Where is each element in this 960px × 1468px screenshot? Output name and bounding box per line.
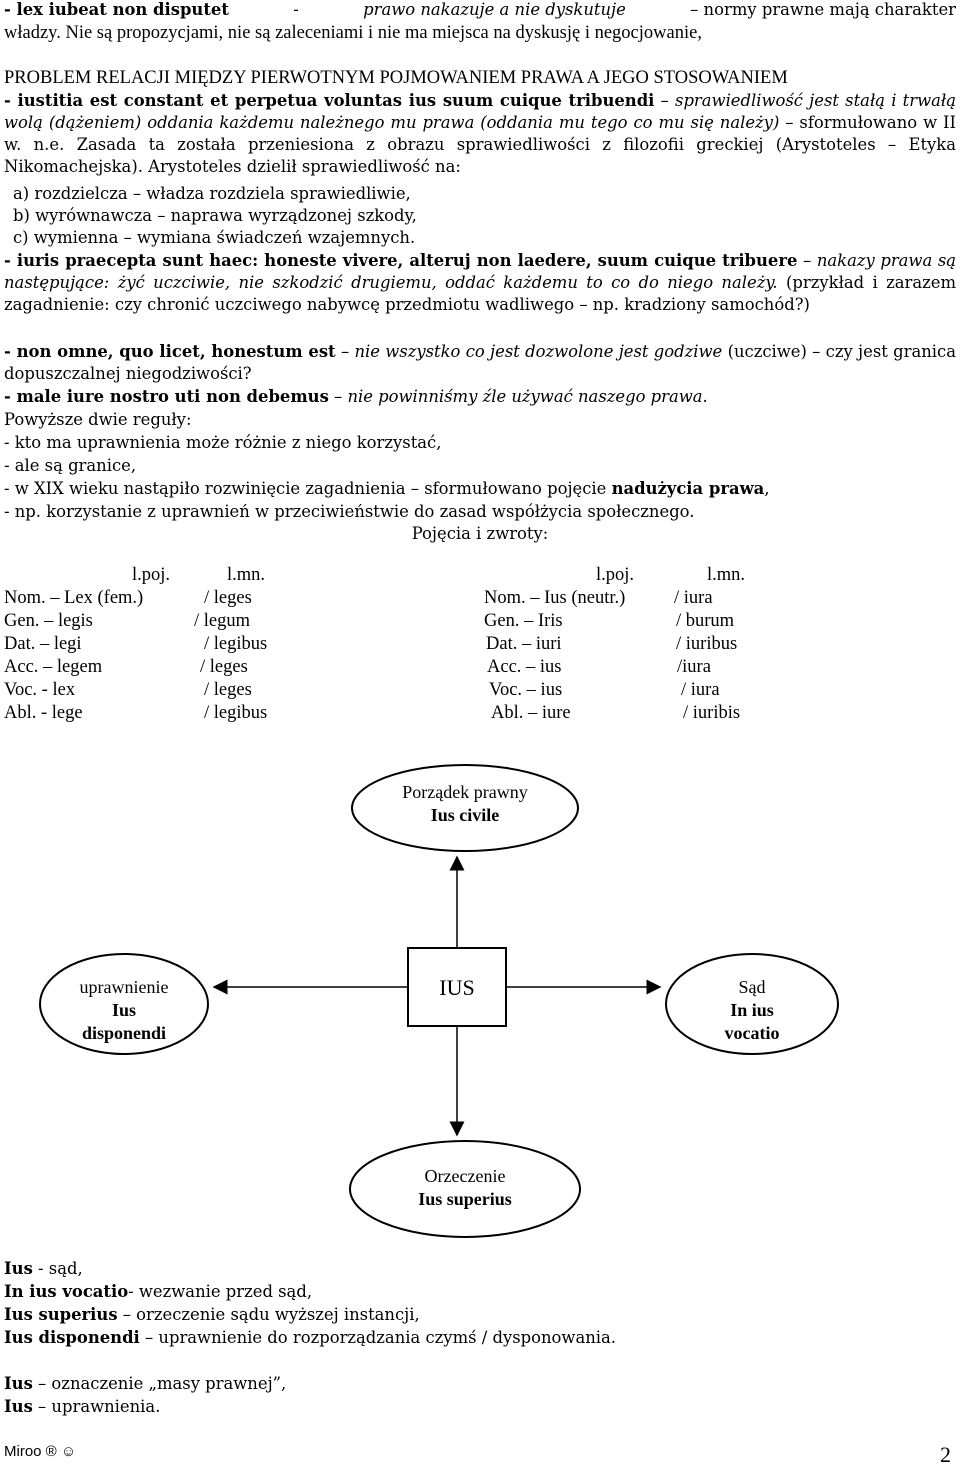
glossary-term: In ius vocatio <box>4 1282 129 1301</box>
lex-case-abl: Abl. - lege <box>4 703 83 723</box>
meaning-definition: – oznaczenie „masy prawnej”, <box>38 1374 287 1393</box>
ius-case-acc: Acc. – ius <box>487 657 562 677</box>
glossary-item-2 <box>4 1281 312 1303</box>
justice-type-c: c) wymienna – wymiana świadczeń wzajemnych. <box>13 228 416 247</box>
node-right-line3: vocatio <box>724 1023 780 1043</box>
maxim-iustitia-translation: – sprawiedliwość jest stałą i trwałą wolą (dążeniem) oddania każdemu należnego mu prawa (oddania mu tego co mu się należy) <box>4 91 956 132</box>
node-top-line1: Porządek prawny <box>402 782 528 802</box>
ius-plural-nom: / iura <box>674 588 713 608</box>
maxim-male-iure-translation: – nie powinniśmy źle używać naszego prawa. <box>334 387 708 406</box>
lex-plural-nom: / leges <box>204 588 252 608</box>
node-left-line3: disponendi <box>81 1023 167 1043</box>
section-title: PROBLEM RELACJI MIĘDZY PIERWOTNYM POJMOWANIEM PRAWA A JEGO STOSOWANIEM <box>4 68 788 88</box>
meaning-term: Ius <box>4 1397 33 1416</box>
intro-line-2: władzy. Nie są propozycjami, nie są zaleceniami i nie ma miejsca na dyskusję i negocjowanie, <box>4 23 702 43</box>
intro-dash: - <box>293 0 299 19</box>
lex-case-voc: Voc. - lex <box>4 680 76 700</box>
node-left-line2: Ius <box>111 1000 137 1020</box>
glossary-item-1 <box>4 1258 83 1280</box>
rule-item-2: - ale są granice, <box>4 456 137 475</box>
glossary-term: Ius superius <box>4 1305 118 1324</box>
rule-3-comma: , <box>764 479 770 498</box>
lex-plural-abl: / legibus <box>204 703 268 723</box>
iustitia-commentary: – sformułowano w II w. n.e. Zasada ta została przeniesiona z obrazu sprawiedliwości z filozofii greckiej (Arystoteles – Etyka Nikomachejska). Arystoteles dzielił sprawiedliwość na: <box>4 113 956 176</box>
glossary-definition: – uprawnienie do rozporządzania czymś / dysponowania. <box>145 1328 616 1347</box>
ius-case-dat: Dat. – iuri <box>486 634 562 654</box>
rules-intro: Powyższe dwie reguły: <box>4 410 192 429</box>
justice-type-a: a) rozdzielcza – władza rozdziela sprawiedliwie, <box>13 184 411 203</box>
rule-3-text: - w XIX wieku nastąpiło rozwinięcie zagadnienia – sformułowano pojęcie <box>4 479 607 498</box>
justice-type-b: b) wyrównawcza – naprawa wyrządzonej szkody, <box>13 206 417 225</box>
lex-plural-acc: / leges <box>200 657 248 677</box>
footer-author: Miroo ® ☺ <box>4 1443 77 1460</box>
ius-case-nom: Nom. – Ius (neutr.) <box>484 588 626 608</box>
terms-title: Pojęcia i zwroty: <box>411 524 549 543</box>
node-right-line1: Sąd <box>738 977 766 997</box>
maxim-non-omne: - non omne, quo licet, honestum est <box>4 342 336 361</box>
glossary-definition: – orzeczenie sądu wyższej instancji, <box>122 1305 420 1324</box>
lex-case-dat: Dat. – legi <box>4 634 82 654</box>
glossary-item-3 <box>4 1304 420 1326</box>
ius-plural-acc: /iura <box>677 657 711 677</box>
maxim-iustitia: - iustitia est constant et perpetua voluntas ius suum cuique tribuendi <box>4 91 655 110</box>
glossary-definition: - wezwanie przed sąd, <box>128 1282 313 1301</box>
meaning-item-2 <box>4 1396 160 1418</box>
ius-case-voc: Voc. – ius <box>489 680 563 700</box>
maxim-male-iure: - male iure nostro uti non debemus <box>4 387 329 406</box>
ius-header-plural: l.mn. <box>707 565 746 585</box>
glossary-item-4 <box>4 1327 616 1349</box>
page-number: 2 <box>940 1442 951 1467</box>
lex-case-nom: Nom. – Lex (fem.) <box>4 588 144 608</box>
non-omne-question: (uczciwe) – czy jest granica dopuszczalnej niegodziwości? <box>4 342 956 383</box>
ius-plural-dat: / iuribus <box>676 634 738 654</box>
maxim-lex-translation: prawo nakazuje a nie dyskutuje <box>363 0 626 19</box>
rule-item-1: - kto ma uprawnienia może różnie z niego korzystać, <box>4 433 442 452</box>
node-bottom-line2: Ius superius <box>418 1189 512 1209</box>
ius-header-singular: l.poj. <box>596 565 635 585</box>
rule-item-4: - np. korzystanie z uprawnień w przeciwieństwie do zasad współżycia społecznego. <box>4 502 695 521</box>
glossary-term: Ius <box>4 1259 33 1278</box>
abuse-of-rights-term: nadużycia prawa <box>611 479 765 498</box>
intro-continuation: – normy prawne mają charakter <box>690 0 956 19</box>
glossary-definition: - sąd, <box>38 1259 83 1278</box>
meaning-item-1 <box>4 1373 286 1395</box>
meaning-term: Ius <box>4 1374 33 1393</box>
lex-plural-voc: / leges <box>204 680 252 700</box>
ius-plural-gen: / burum <box>676 611 735 631</box>
ius-plural-voc: / iura <box>681 680 720 700</box>
maxim-iuris-translation: – nakazy prawa są następujące: żyć uczciwie, nie szkodzić drugiemu, oddać każdemu to co do niego należy. <box>4 251 956 292</box>
node-center-label: IUS <box>439 975 475 1000</box>
node-right-line2: In ius <box>730 1000 774 1020</box>
ius-plural-abl: / iuribis <box>683 703 741 723</box>
lex-plural-gen: / legum <box>194 611 251 631</box>
lex-case-acc: Acc. – legem <box>4 657 103 677</box>
maxim-iuris: - iuris praecepta sunt haec: honeste vivere, alteruj non laedere, suum cuique tribuere <box>4 251 798 270</box>
iuris-example: (przykład i zarazem zagadnienie: czy chronić uczciwego nabywcę przedmiotu wadliwego – np. kradziony samochód?) <box>4 273 957 314</box>
glossary-term: Ius disponendi <box>4 1328 140 1347</box>
ius-case-gen: Gen. – Iris <box>484 611 563 631</box>
maxim-non-omne-translation: – nie wszystko co jest dozwolone jest godziwe <box>340 342 723 361</box>
node-top-line2: Ius civile <box>430 805 500 825</box>
ius-case-abl: Abl. – iure <box>491 703 571 723</box>
lex-header-plural: l.mn. <box>227 565 266 585</box>
lex-plural-dat: / legibus <box>204 634 268 654</box>
lex-header-singular: l.poj. <box>132 565 171 585</box>
node-left-line1: uprawnienie <box>79 977 169 997</box>
lex-case-gen: Gen. – legis <box>4 611 93 631</box>
node-bottom-line1: Orzeczenie <box>424 1166 506 1186</box>
maxim-lex-iubeat: - lex iubeat non disputet <box>4 0 229 19</box>
meaning-definition: – uprawnienia. <box>38 1397 161 1416</box>
